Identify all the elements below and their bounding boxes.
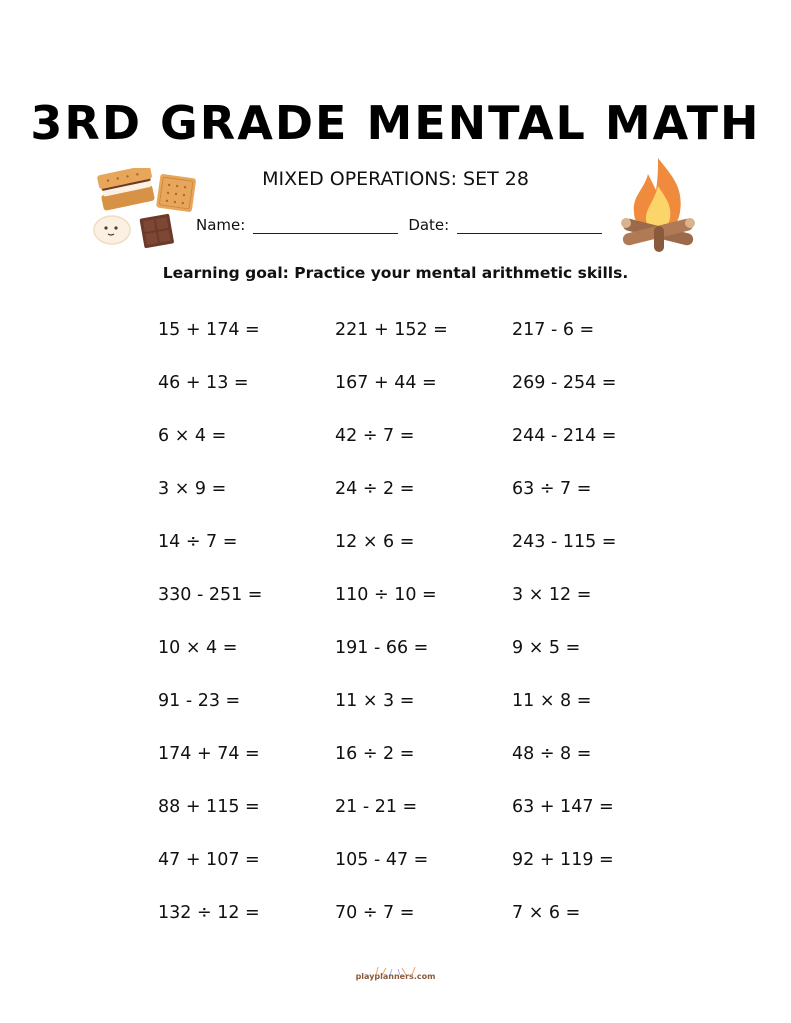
problem: 46 + 13 = — [158, 373, 249, 393]
problem: 47 + 107 = — [158, 850, 260, 870]
problem: 12 × 6 = — [335, 532, 415, 552]
problem: 70 ÷ 7 = — [335, 903, 415, 923]
problem: 3 × 12 = — [512, 585, 592, 605]
problem: 10 × 4 = — [158, 638, 238, 658]
problem: 217 - 6 = — [512, 320, 595, 340]
problem: 11 × 3 = — [335, 691, 415, 711]
problem: 221 + 152 = — [335, 320, 448, 340]
problem: 7 × 6 = — [512, 903, 581, 923]
problem: 174 + 74 = — [158, 744, 260, 764]
problem: 105 - 47 = — [335, 850, 429, 870]
problem: 16 ÷ 2 = — [335, 744, 415, 764]
problem: 42 ÷ 7 = — [335, 426, 415, 446]
problem: 63 ÷ 7 = — [512, 479, 592, 499]
problem: 6 × 4 = — [158, 426, 227, 446]
worksheet-subtitle: MIXED OPERATIONS: SET 28 — [262, 168, 529, 190]
worksheet-title: 3RD GRADE MENTAL MATH — [30, 96, 761, 150]
name-date-row — [196, 216, 602, 234]
problem: 15 + 174 = — [158, 320, 260, 340]
date-field[interactable] — [457, 219, 602, 234]
problem: 243 - 115 = — [512, 532, 617, 552]
problem: 132 ÷ 12 = — [158, 903, 260, 923]
problem: 24 ÷ 2 = — [335, 479, 415, 499]
campfire-icon — [618, 156, 698, 254]
problem: 110 ÷ 10 = — [335, 585, 437, 605]
problem: 14 ÷ 7 = — [158, 532, 238, 552]
problem: 21 - 21 = — [335, 797, 418, 817]
footer-brand[interactable]: playplanners.com — [355, 972, 436, 981]
problem: 269 - 254 = — [512, 373, 617, 393]
problem: 9 × 5 = — [512, 638, 581, 658]
name-field[interactable] — [253, 219, 398, 234]
name-label: Name: — [196, 216, 246, 234]
problem-grid — [158, 317, 698, 953]
problem: 244 - 214 = — [512, 426, 617, 446]
problem: 48 ÷ 8 = — [512, 744, 592, 764]
learning-goal: Learning goal: Practice your mental arithmetic skills. — [162, 264, 629, 282]
problem: 88 + 115 = — [158, 797, 260, 817]
problem: 92 + 119 = — [512, 850, 614, 870]
problem: 191 - 66 = — [335, 638, 429, 658]
problem: 63 + 147 = — [512, 797, 614, 817]
date-label: Date: — [408, 216, 450, 234]
problem: 330 - 251 = — [158, 585, 263, 605]
problem: 167 + 44 = — [335, 373, 437, 393]
problem: 91 - 23 = — [158, 691, 241, 711]
problem: 3 × 9 = — [158, 479, 227, 499]
problem: 11 × 8 = — [512, 691, 592, 711]
